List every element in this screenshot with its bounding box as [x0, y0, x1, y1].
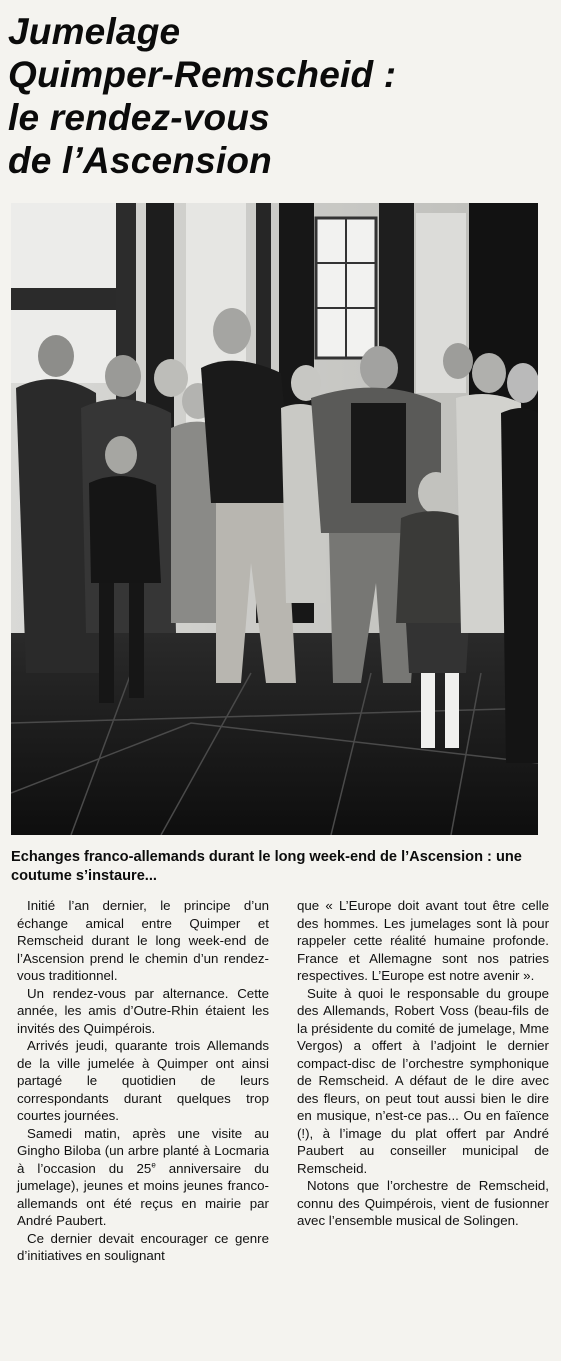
- article-headline: [8, 10, 553, 182]
- paragraph-text: Samedi matin, après une visite au Gingho Biloba (un arbre planté à Locmaria à l’occasion du 25: [17, 1125, 269, 1176]
- headline-line-4: de l’Ascension: [8, 140, 272, 181]
- paragraph: Ce dernier devait encourager ce genre d’initiatives en soulignant: [17, 1230, 269, 1263]
- paragraph: Arrivés jeudi, quarante trois Allemands de la ville jumelée à Quimper ont ainsi partagé le quotidien de leurs correspondants durant quelques trop courtes journées.: [17, 1038, 269, 1123]
- article-body: [17, 897, 549, 1347]
- photo-caption: Echanges franco-allemands durant le long week-end de l’Ascension : une coutume s’instaure...: [11, 849, 522, 884]
- paragraph-text: anniversaire du jumelage), jeunes et moins jeunes franco-allemands ont été reçus en mairie par André Paubert.: [17, 1160, 269, 1228]
- headline-line-1: Jumelage: [8, 11, 181, 52]
- paragraph: Initié l’an dernier, le principe d’un échange amical entre Quimper et Remscheid durant le long week-end de l’Ascension prend le chemin d’un rendez-vous traditionnel.: [17, 898, 269, 983]
- article-photo: [11, 203, 538, 835]
- paragraph: [17, 1125, 269, 1230]
- paragraph: que « L’Europe doit avant tout être celle des hommes. Les jumelages sont là pour rappeler cette réalité humaine profonde. France et Allemagne sont nos patries respectives. L’Europe est notre avenir ».: [297, 898, 549, 983]
- left-column: [17, 897, 269, 1347]
- headline-line-2: Quimper-Remscheid :: [8, 54, 397, 95]
- paragraph: Suite à quoi le responsable du groupe des Allemands, Robert Voss (beau-fils de la présidente du comité de jumelage, Mme Vergos) a offert à l’adjoint le dernier compact-disc de l’orchestre symphonique de Remscheid. A défaut de le dire avec des fleurs, on peut tout aussi bien le dire en musique, n’est-ce pas... Ou en faïence (!), à l’image du plat offert par André Paubert au conseiller municipal de Remscheid.: [297, 985, 549, 1176]
- paragraph: Notons que l’orchestre de Remscheid, connu des Quimpérois, vient de fusionner avec l’ensemble musical de Solingen.: [297, 1178, 549, 1228]
- right-column: [297, 897, 549, 1347]
- group-photo-illustration: [11, 203, 538, 835]
- paragraph: Un rendez-vous par alternance. Cette année, les amis d’Outre-Rhin étaient les invités des Quimpérois.: [17, 985, 269, 1036]
- headline-line-3: le rendez-vous: [8, 97, 270, 138]
- ordinal-superscript: e: [151, 1160, 156, 1170]
